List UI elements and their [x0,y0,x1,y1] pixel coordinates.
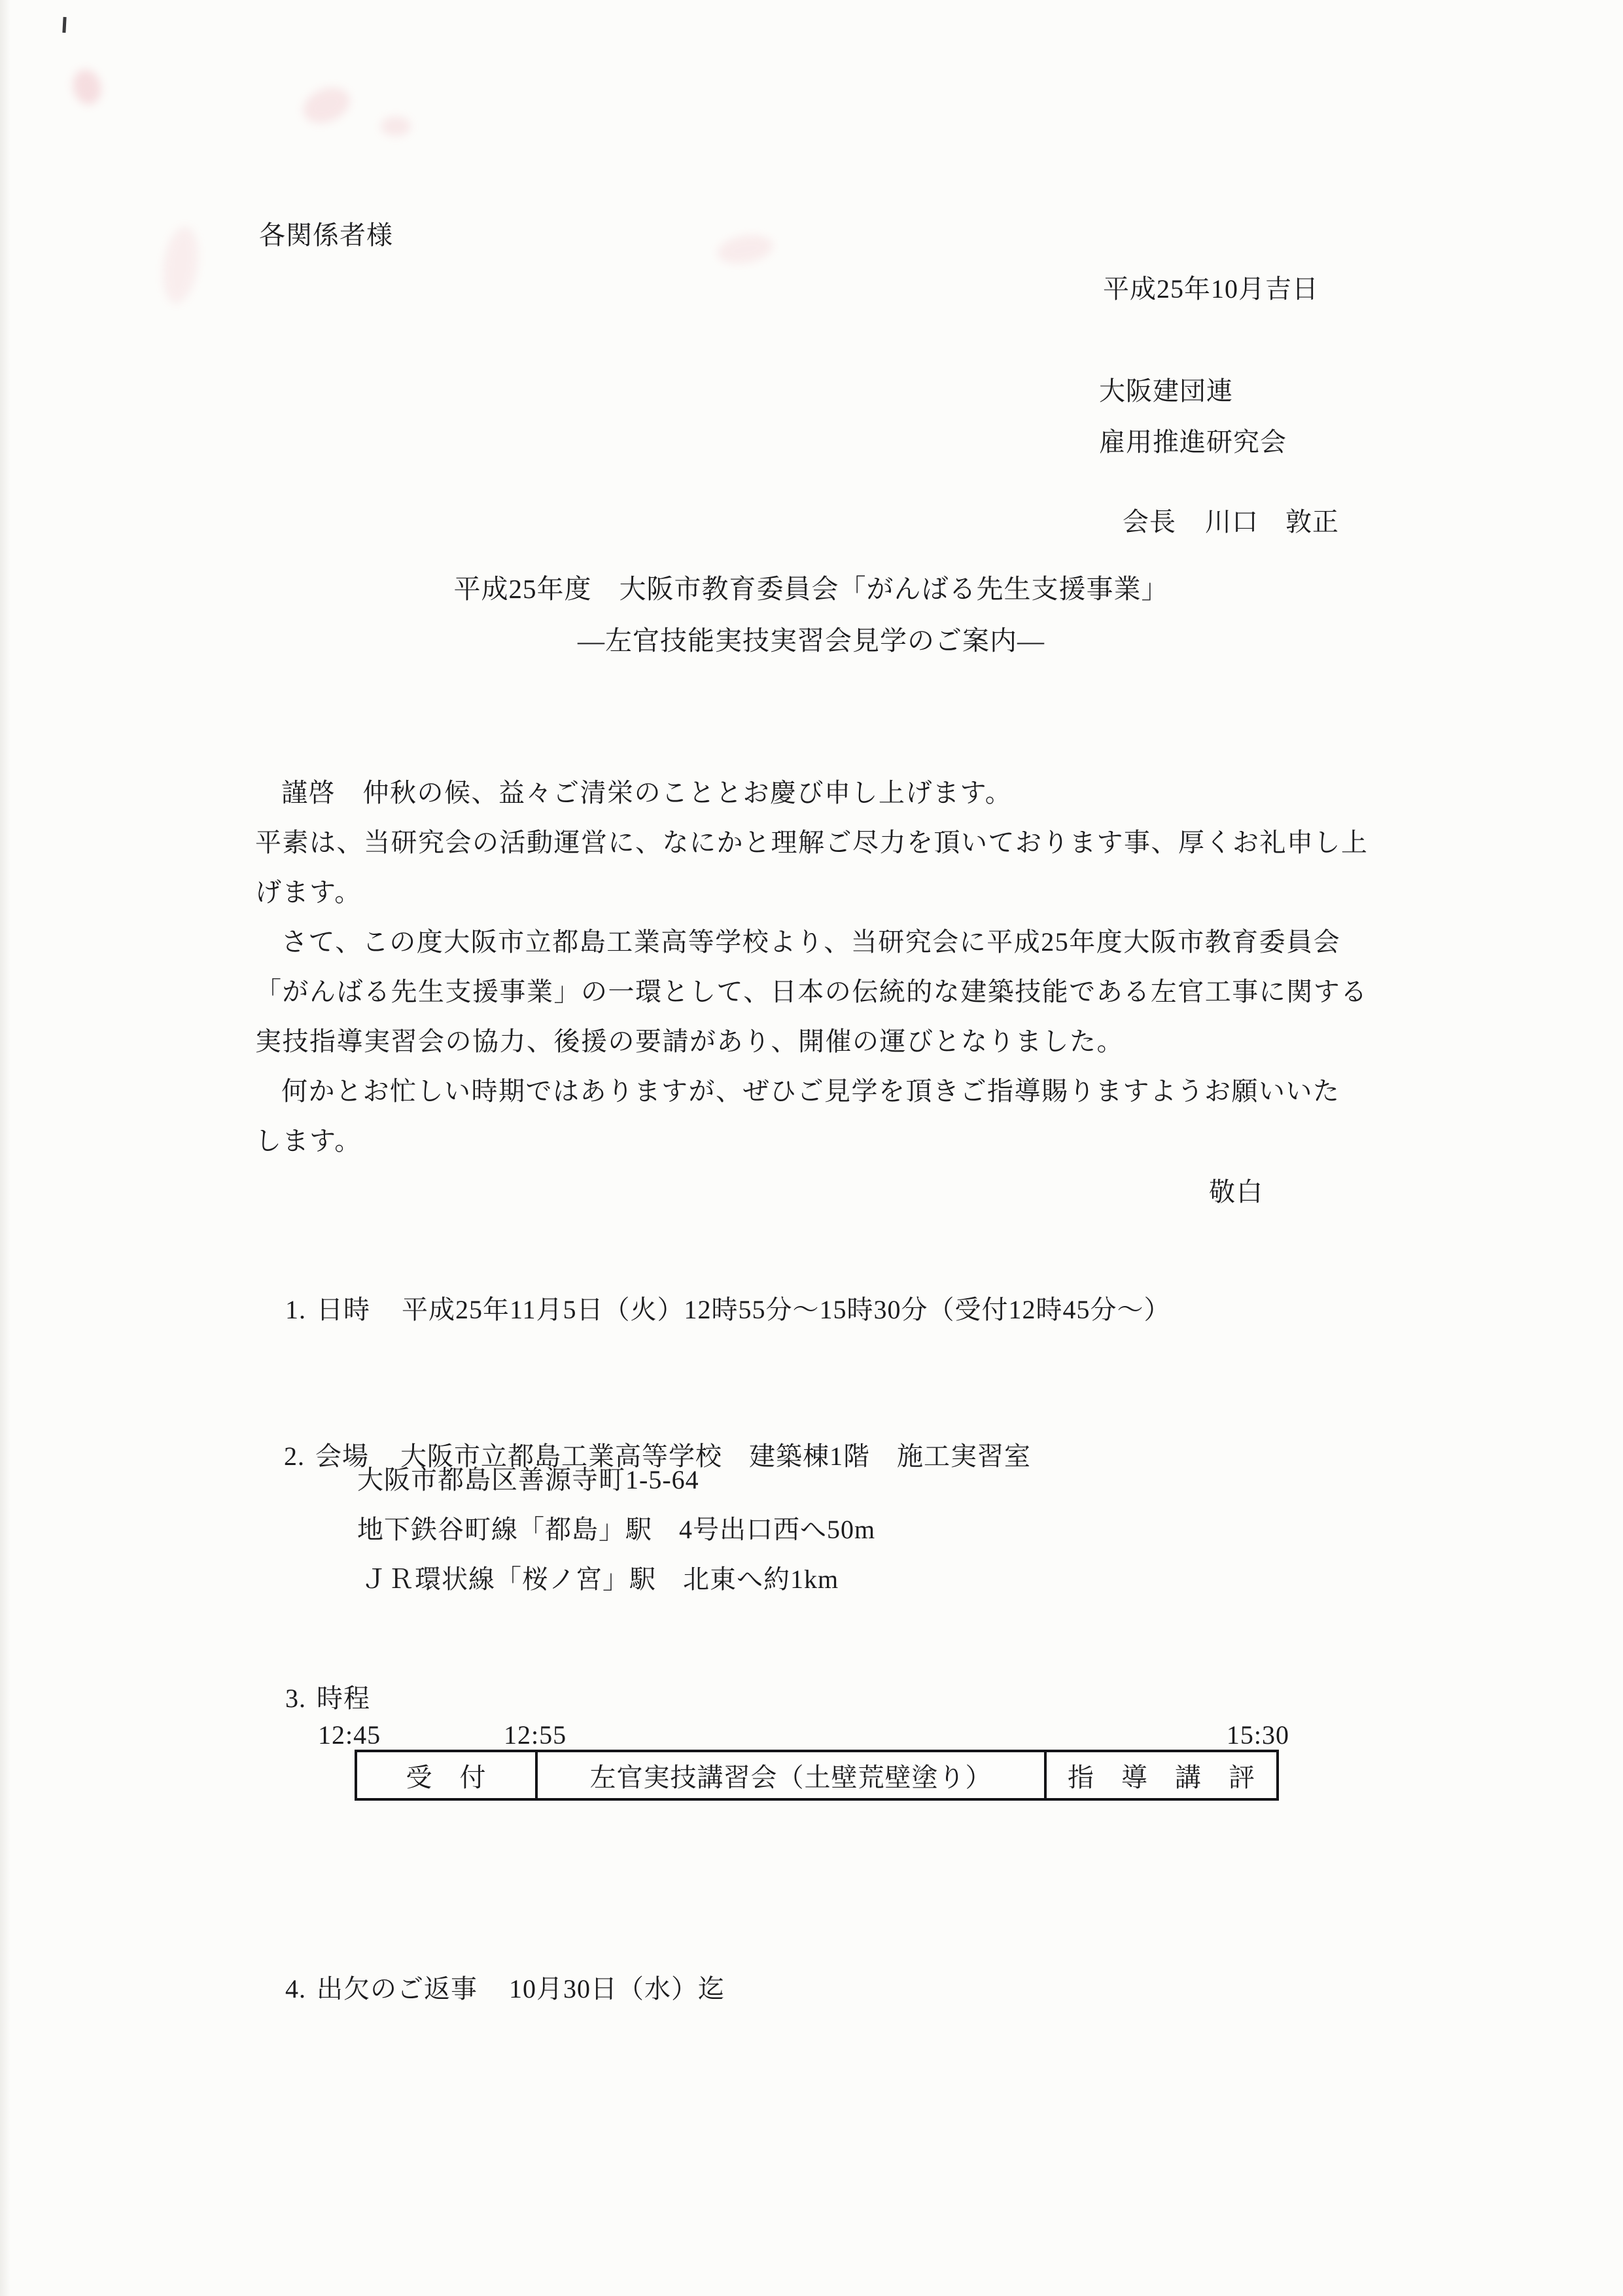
section-number: 4. [285,1974,306,2004]
body-line: 実技指導実習会の協力、後援の要請があり、開催の運びとなりました。 [255,1027,1124,1056]
letter-title-line-1: 平成25年度 大阪市教育委員会「がんばる先生支援事業」 [453,574,1169,604]
section-label: 会場 [315,1441,369,1471]
section-label: 時程 [317,1684,370,1713]
section-label: 出欠のご返事 [317,1974,478,2004]
schedule-cell-review: 指 導 講 評 [1068,1762,1255,1792]
section-number: 1. [285,1295,306,1324]
section-text: 大阪市立都島工業高等学校 建築棟1階 施工実習室 [400,1441,1031,1471]
scan-smudge [158,224,203,306]
sender-group: 雇用推進研究会 [1099,427,1287,457]
letter-date: 平成25年10月吉日 [1103,274,1319,304]
letter-title-line-2: ―左官技能実技実習会見学のご案内― [578,626,1045,656]
closing-salutation: 敬白 [1209,1177,1264,1207]
scan-smudge [381,116,411,136]
section-text: 平成25年11月5日（火）12時55分～15時30分（受付12時45分～） [402,1295,1171,1324]
schedule-cell-workshop: 左官実技講習会（土壁荒壁塗り） [538,1752,1047,1798]
chairman-name: 川口 敦正 [1205,507,1339,537]
scan-smudge [298,81,355,130]
section-rsvp [256,1946,725,2032]
body-line: します。 [255,1126,362,1156]
body-line: 平素は、当研究会の活動運営に、なにかと理解ご尽力を頂いております事、厚くお礼申し上 [255,828,1369,857]
chairman-title: 会長 [1123,507,1176,537]
venue-access-jr: ＪＲ環状線「桜ノ宮」駅 北東へ約1km [361,1564,839,1594]
schedule-time-end: 15:30 [1226,1720,1289,1750]
body-line: さて、この度大阪市立都島工業高等学校より、当研究会に平成25年度大阪市教育委員会 [281,927,1341,957]
schedule-table [355,1750,1279,1801]
sender-organization: 大阪建団連 [1099,376,1233,406]
sender-chairman [1094,479,1339,565]
section-label: 日時 [317,1295,370,1324]
schedule-cell-reception: 受 付 [357,1752,538,1798]
section-text: 10月30日（水）迄 [509,1974,725,2004]
body-line: げます。 [255,877,362,907]
body-line: 謹啓 仲秋の候、益々ご清栄のこととお慶び申し上げます。 [281,778,1013,807]
scan-smudge [69,66,105,107]
section-number: 2. [284,1441,305,1471]
schedule-timeline [318,1720,1289,1803]
venue-address: 大阪市都島区善源寺町1-5-64 [357,1465,699,1494]
body-line: 何かとお忙しい時期ではありますが、ぜひご見学を頂きご指導賜りますようお願いいた [281,1076,1340,1106]
section-number: 3. [285,1684,306,1713]
scan-smudge [715,231,775,268]
scan-tick-mark [62,17,66,33]
body-line: 「がんばる先生支援事業」の一環として、日本の伝統的な建築技能である左官工事に関する [255,977,1368,1006]
recipient: 各関係者様 [259,221,393,250]
schedule-time-start: 12:45 [318,1720,381,1750]
schedule-time-mid: 12:55 [504,1720,567,1750]
venue-access-subway: 地下鉄谷町線「都島」駅 4号出口西へ50m [357,1515,876,1544]
section-datetime [256,1267,1171,1353]
